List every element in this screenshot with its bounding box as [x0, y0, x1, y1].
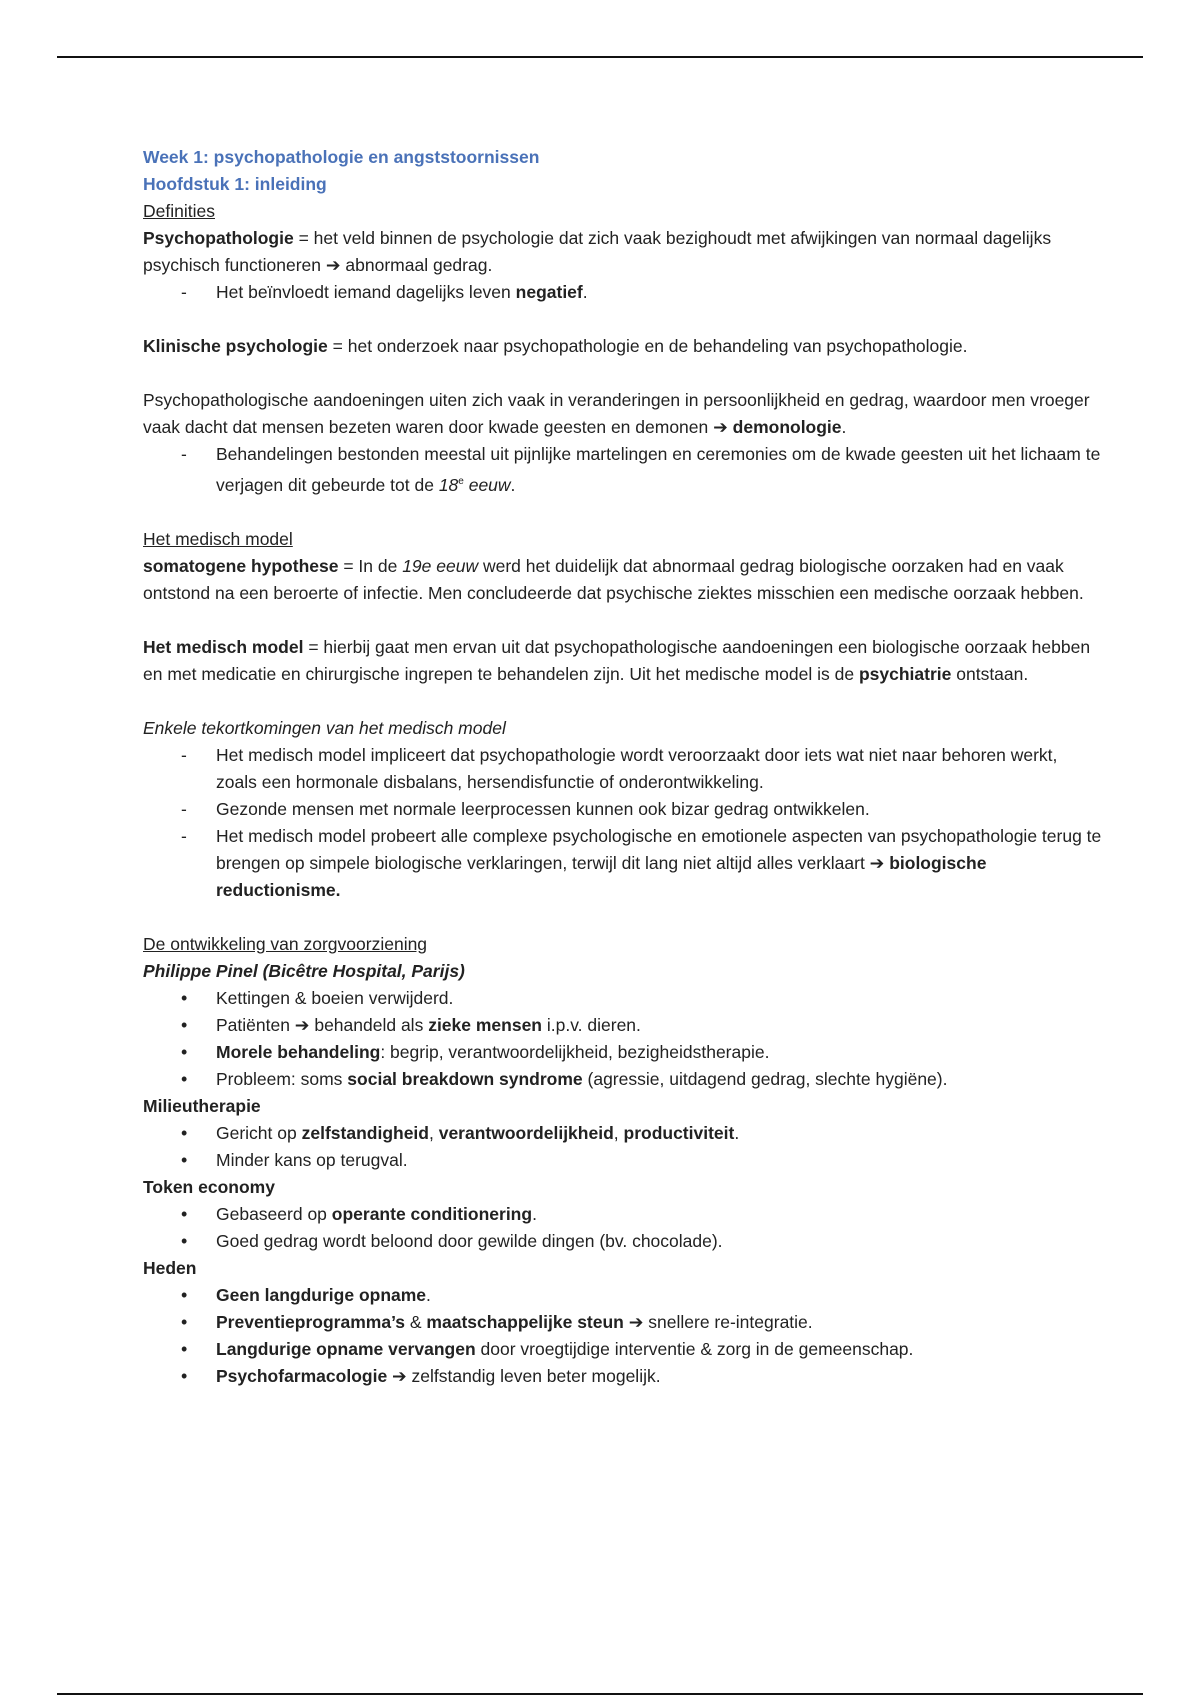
list-pinel	[143, 985, 1103, 1093]
paragraph-demonologie: Psychopathologische aandoeningen uiten zich vaak in veranderingen in persoonlijkheid en gedrag, waardoor men vroeger vaak dacht dat mensen bezeten waren door kwade geesten en demonen ➔ demonologie.	[143, 390, 1090, 437]
list-item: • Goed gedrag wordt beloond door gewilde dingen (bv. chocolade).	[143, 1228, 1103, 1255]
term-klinische-psychologie: Klinische psychologie	[143, 336, 328, 356]
week-heading: Week 1: psychopathologie en angststoornissen	[143, 147, 540, 167]
paragraph-medisch-model: Het medisch model = hierbij gaat men ervan uit dat psychopathologische aandoeningen een biologische oorzaak hebben en met medicatie en chirurgische ingrepen te behandelen zijn. Uit het medische model is de psychiatrie ontstaan.	[143, 636, 1091, 684]
subsection-title-tekortkomingen: Enkele tekortkomingen van het medisch model	[143, 717, 506, 738]
list-token-economy	[143, 1201, 1103, 1255]
list-psychopathologie	[143, 279, 1103, 306]
paragraph-psychopathologie: Psychopathologie = het veld binnen de psychologie dat zich vaak bezighoudt met afwijkingen van normaal dagelijks psychisch functioneren ➔ abnormaal gedrag.	[143, 228, 1052, 275]
list-item: • Preventieprogramma’s & maatschappelijke steun ➔ snellere re-integratie.	[143, 1309, 1103, 1336]
top-rule	[57, 56, 1143, 58]
section-title-zorgvoorziening: De ontwikkeling van zorgvoorziening	[143, 933, 428, 954]
list-item: - Het beïnvloedt iemand dagelijks leven negatief.	[143, 279, 1103, 306]
section-title-medisch-model: Het medisch model	[143, 528, 293, 549]
section-title-definities: Definities	[143, 201, 215, 221]
subsection-title-milieutherapie: Milieutherapie	[143, 1095, 261, 1116]
list-heden	[143, 1282, 1103, 1390]
list-milieutherapie	[143, 1120, 1103, 1174]
term-psychopathologie: Psychopathologie	[143, 228, 294, 248]
subsection-title-pinel: Philippe Pinel (Bicêtre Hospital, Parijs)	[143, 960, 465, 981]
list-item: • Morele behandeling: begrip, verantwoordelijkheid, bezigheidstherapie.	[143, 1039, 1103, 1066]
list-tekortkomingen	[143, 742, 1103, 904]
document-body	[143, 144, 1103, 1390]
paragraph-somatogene-hypothese: somatogene hypothese = In de 19e eeuw werd het duidelijk dat abnormaal gedrag biologische oorzaken had en vaak ontstond na een beroerte of infectie. Men concludeerde dat psychische ziektes misschien een medische oorzaak hebben.	[143, 555, 1084, 603]
list-item: • Patiënten ➔ behandeld als zieke mensen i.p.v. dieren.	[143, 1012, 1103, 1039]
list-item: - Het medisch model probeert alle complexe psychologische en emotionele aspecten van psychopathologie terug te brengen op simpele biologische verklaringen, terwijl dit lang niet altijd alles verklaart ➔ biologische reductionisme.	[143, 823, 1103, 904]
subsection-title-token-economy: Token economy	[143, 1176, 275, 1197]
list-item: • Psychofarmacologie ➔ zelfstandig leven beter mogelijk.	[143, 1363, 1103, 1390]
subsection-title-heden: Heden	[143, 1257, 197, 1278]
list-behandelingen	[143, 441, 1103, 499]
list-item: • Geen langdurige opname.	[143, 1282, 1103, 1309]
list-item: • Minder kans op terugval.	[143, 1147, 1103, 1174]
paragraph-klinische-psychologie: Klinische psychologie = het onderzoek naar psychopathologie en de behandeling van psychopathologie.	[143, 336, 968, 356]
list-item: • Langdurige opname vervangen door vroegtijdige interventie & zorg in de gemeenschap.	[143, 1336, 1103, 1363]
list-item: • Kettingen & boeien verwijderd.	[143, 985, 1103, 1012]
chapter-heading: Hoofdstuk 1: inleiding	[143, 174, 327, 194]
list-item: - Gezonde mensen met normale leerprocessen kunnen ook bizar gedrag ontwikkelen.	[143, 796, 1103, 823]
bottom-rule	[57, 1693, 1143, 1695]
list-item: - Het medisch model impliceert dat psychopathologie wordt veroorzaakt door iets wat niet naar behoren werkt, zoals een hormonale disbalans, hersendisfunctie of onderontwikkeling.	[143, 742, 1103, 796]
list-item: • Probleem: soms social breakdown syndrome (agressie, uitdagend gedrag, slechte hygiëne).	[143, 1066, 1103, 1093]
list-item: • Gebaseerd op operante conditionering.	[143, 1201, 1103, 1228]
list-item: - Behandelingen bestonden meestal uit pijnlijke martelingen en ceremonies om de kwade geesten uit het lichaam te verjagen dit gebeurde tot de 18e eeuw.	[143, 441, 1103, 499]
list-item: • Gericht op zelfstandigheid, verantwoordelijkheid, productiviteit.	[143, 1120, 1103, 1147]
